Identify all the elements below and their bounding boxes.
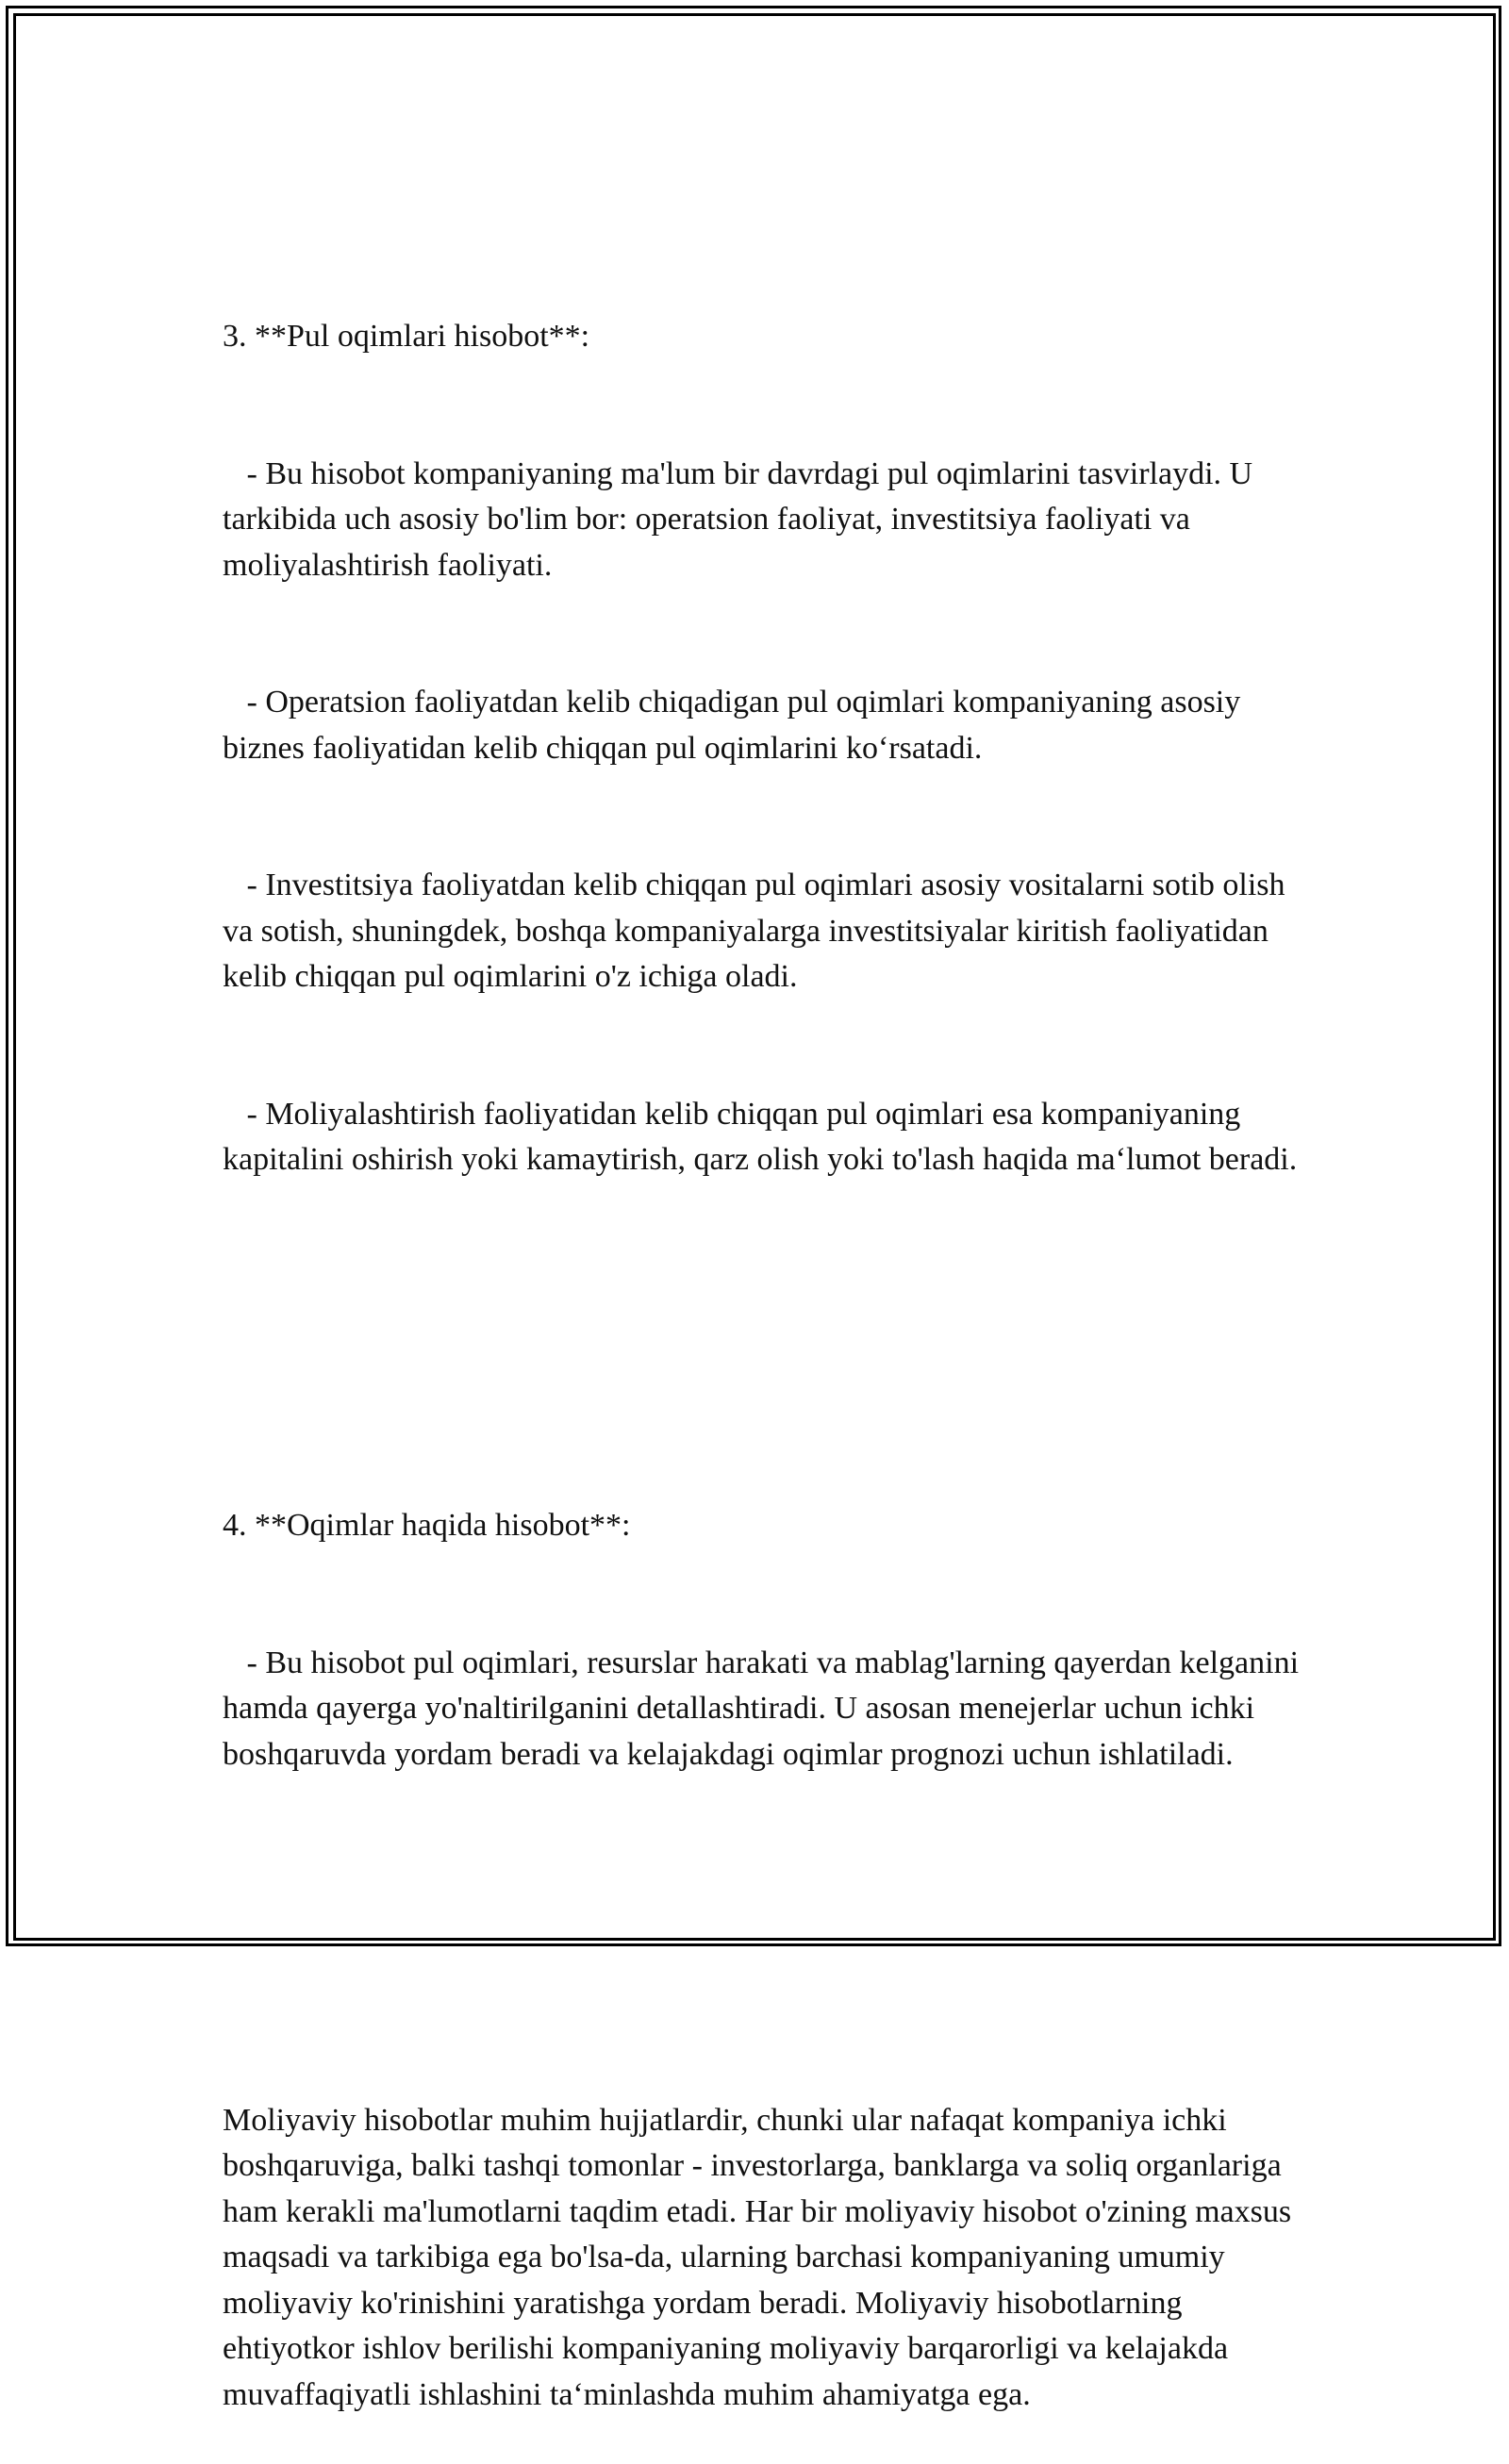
section-4-heading: 4. **Oqimlar haqida hisobot**: <box>223 1508 631 1543</box>
section-3-bullet-2: - Operatsion faoliyatdan kelib chiqadigan pul oqimlari kompaniyaning asosiy biznes faoliyatidan kelib chiqqan pul oqimlarini ko‘rsatadi. <box>223 685 1249 766</box>
section-3-bullet-1: - Bu hisobot kompaniyaning ma'lum bir davrdagi pul oqimlarini tasvirlaydi. U tarkibida uch asosiy bo'lim bor: operatsion faoliyat, investitsiya faoliyati va moliyalashtirish faoliyati. <box>223 455 1261 583</box>
section-3-heading: 3. **Pul oqimlari hisobot**: <box>223 319 590 354</box>
document-body <box>223 223 1307 2464</box>
conclusion-paragraph: Moliyaviy hisobotlar muhim hujjatlardir, chunki ular nafaqat kompaniya ichki boshqaruviga, balki tashqi tomonlar - investorlarga, banklarga va soliq organlariga ham kerakli ma'lumotlarni taqdim etadi. Har bir moliyaviy hisobot o'zining maxsus maqsadi va tarkibiga ega bo'lsa-da, ularning barchasi kompaniyaning umumiy moliyaviy ko'rinishini yaratishga yordam beradi. Moliyaviy hisobotlarning ehtiyotkor ishlov berilishi kompaniyaning moliyaviy barqarorligi va kelajakda muvaffaqiyatli ishlashini ta‘minlashda muhim ahamiyatga ega. <box>223 2102 1300 2412</box>
paragraph-spacer <box>223 1915 1307 1961</box>
section-3-bullet-3: - Investitsiya faoliyatdan kelib chiqqan pul oqimlari asosiy vositalarni sotib olish va sotish, shuningdek, boshqa kompaniyalarga investitsiyalar kiritish faoliyatidan kelib chiqqan pul oqimlarini o'z ichiga oladi. <box>223 868 1294 994</box>
paragraph-spacer <box>223 1320 1307 1366</box>
section-4-bullet-1: - Bu hisobot pul oqimlari, resurslar harakati va mablag'larning qayerdan kelganini hamda qayerga yo'naltirilganini detallashtiradi. U asosan menejerlar uchun ichki boshqaruvda yordam beradi va kelajakdagi oqimlar prognozi uchun ishlatiladi. <box>223 1645 1307 1772</box>
section-3-bullet-4: - Moliyalashtirish faoliyatidan kelib chiqqan pul oqimlari esa kompaniyaning kapitalini oshirish yoki kamaytirish, qarz olish yoki to'lash haqida ma‘lumot beradi. <box>223 1096 1298 1177</box>
